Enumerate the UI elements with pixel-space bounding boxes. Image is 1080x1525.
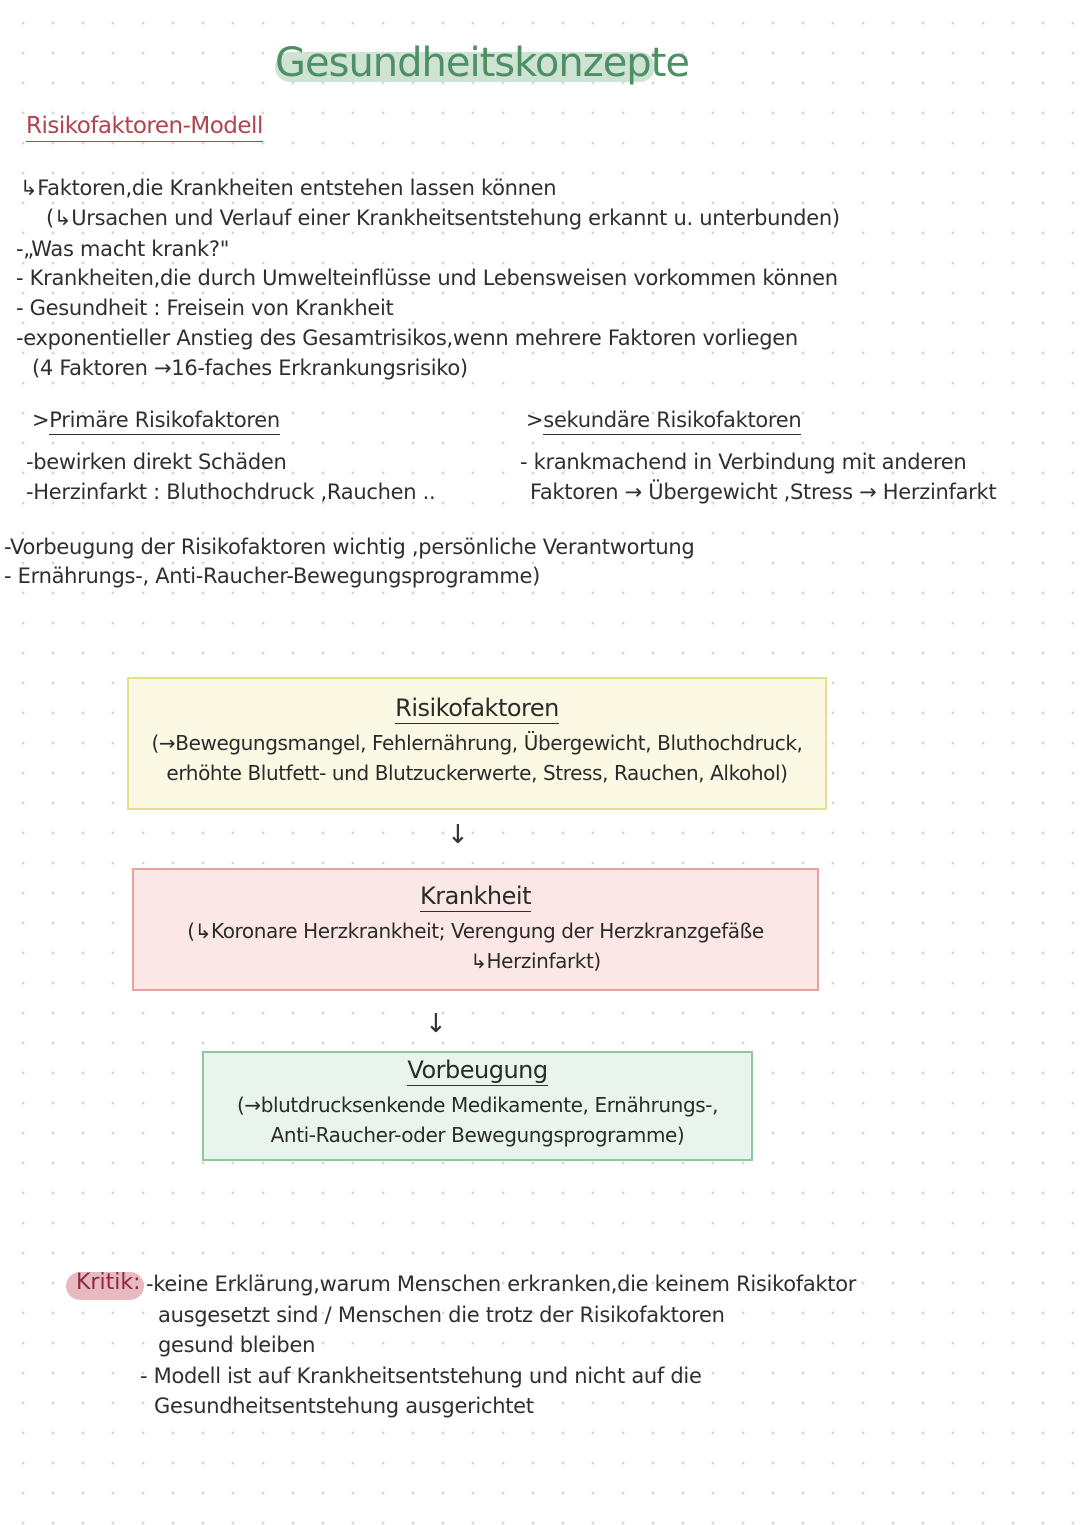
primary-line-1: -bewirken direkt Schäden: [26, 450, 287, 474]
disease-box-line-2: ↳Herzinfarkt): [470, 949, 601, 973]
intro-line-7: (4 Faktoren →16-faches Erkrankungsrisiko): [32, 356, 468, 380]
risk-factors-box: [127, 677, 827, 810]
primary-line-2: -Herzinfarkt : Bluthochdruck ,Rauchen ..: [26, 480, 436, 504]
arrow-down-icon: ↓: [447, 820, 469, 850]
secondary-line-1: - krankmachend in Verbindung mit anderen: [520, 450, 967, 474]
secondary-line-2: Faktoren → Übergewicht ,Stress → Herzinfarkt: [530, 480, 997, 504]
risk-box-line-2: erhöhte Blutfett- und Blutzuckerwerte, Stress, Rauchen, Alkohol): [166, 761, 788, 785]
prevention-box: [202, 1051, 753, 1161]
secondary-prefix: >: [526, 408, 544, 432]
section-heading: Risikofaktoren-Modell: [26, 113, 263, 142]
prevention-box-line-2: Anti-Raucher-oder Bewegungsprogramme): [270, 1123, 685, 1147]
prevention-note-1: -Vorbeugung der Risikofaktoren wichtig ,persönliche Verantwortung: [4, 535, 695, 559]
prevention-box-title: Vorbeugung: [407, 1056, 548, 1084]
disease-box-line-1: (↳Koronare Herzkrankheit; Verengung der Herzkranzgefäße: [187, 919, 764, 943]
kritik-line-1: -keine Erklärung,warum Menschen erkranken,die keinem Risikofaktor: [146, 1272, 857, 1296]
secondary-heading: sekundäre Risikofaktoren: [543, 408, 801, 435]
disease-box: [132, 868, 819, 991]
risk-box-line-1: (→Bewegungsmangel, Fehlernährung, Übergewicht, Bluthochdruck,: [151, 731, 803, 755]
prevention-box-line-1: (→blutdrucksenkende Medikamente, Ernährungs-,: [236, 1093, 719, 1117]
risk-box-title: Risikofaktoren: [395, 694, 559, 722]
primary-heading: Primäre Risikofaktoren: [49, 408, 280, 435]
primary-heading-row: [32, 408, 280, 432]
kritik-line-2: ausgesetzt sind / Menschen die trotz der Risikofaktoren: [158, 1303, 725, 1327]
intro-line-2: (↳Ursachen und Verlauf einer Krankheitsentstehung erkannt u. unterbunden): [46, 206, 840, 230]
arrow-down-icon: ↓: [425, 1009, 447, 1039]
kritik-line-5: Gesundheitsentstehung ausgerichtet: [154, 1394, 534, 1418]
page-title: Gesundheitskonzepte: [275, 40, 689, 86]
primary-prefix: >: [32, 408, 50, 432]
kritik-line-4: - Modell ist auf Krankheitsentstehung und nicht auf die: [140, 1364, 702, 1388]
kritik-line-3: gesund bleiben: [158, 1333, 316, 1357]
intro-line-4: - Krankheiten,die durch Umwelteinflüsse und Lebensweisen vorkommen können: [16, 266, 838, 290]
disease-box-title: Krankheit: [420, 882, 531, 910]
intro-line-6: -exponentieller Anstieg des Gesamtrisikos,wenn mehrere Faktoren vorliegen: [16, 326, 798, 350]
intro-line-1: ↳Faktoren,die Krankheiten entstehen lassen können: [20, 176, 557, 200]
kritik-label: Kritik:: [76, 1270, 141, 1295]
intro-line-3: -„Was macht krank?": [16, 237, 230, 261]
prevention-note-2: - Ernährungs-, Anti-Raucher-Bewegungsprogramme): [4, 564, 541, 588]
secondary-heading-row: [526, 408, 801, 432]
intro-line-5: - Gesundheit : Freisein von Krankheit: [16, 296, 394, 320]
